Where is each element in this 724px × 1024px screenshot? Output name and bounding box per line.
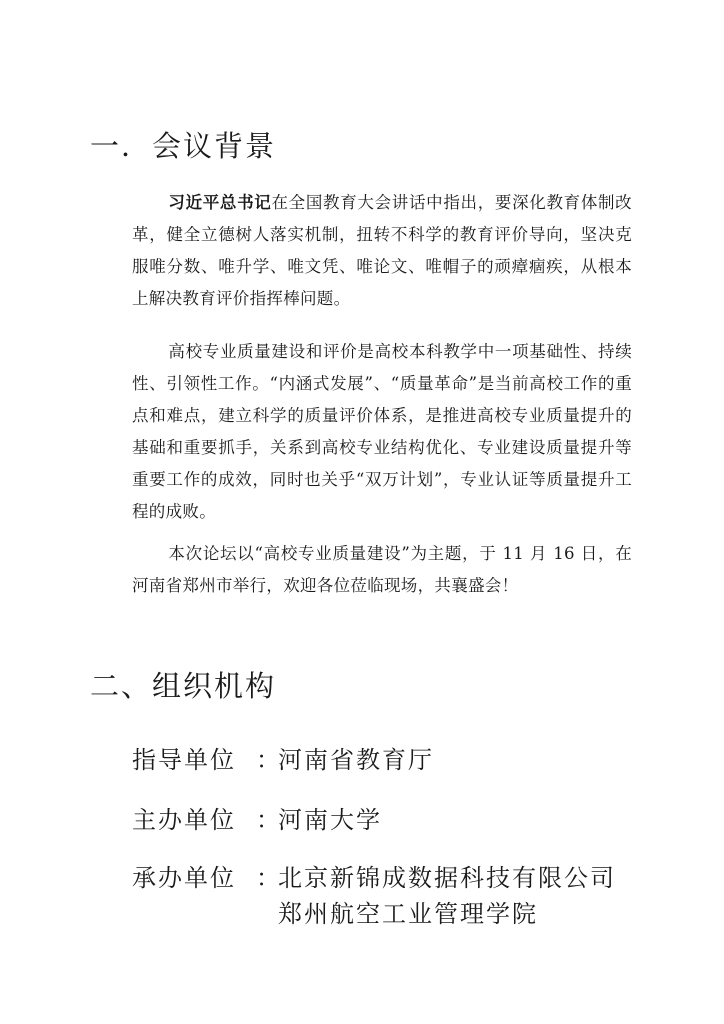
org-colon: ： xyxy=(256,806,282,834)
background-paragraph-3 xyxy=(132,538,632,602)
org-value: 郑州航空工业管理学院 xyxy=(278,900,538,928)
section-heading-organization: 二、组织机构 xyxy=(90,669,277,703)
paragraph-text: 本次论坛以“高校专业质量建设”为主题，于 11 月 16 日，在河南省郑州市举行，欢迎各位莅临现场，共襄盛会！ xyxy=(132,544,632,595)
section-heading-background: 一．会议背景 xyxy=(90,129,277,163)
org-label: 主办单位 xyxy=(132,806,236,834)
emphasis-text: 习近平总书记 xyxy=(168,193,272,212)
background-paragraph-1 xyxy=(132,187,632,315)
org-colon: ： xyxy=(256,864,282,892)
org-value: 河南省教育厅 xyxy=(278,746,434,774)
org-label: 承办单位 xyxy=(132,864,236,892)
org-row-host-unit xyxy=(132,802,382,838)
org-value: 河南大学 xyxy=(278,806,382,834)
paragraph-text: 高校专业质量建设和评价是高校本科教学中一项基础性、持续性、引领性工作。“内涵式发展”、“质量革命”是当前高校工作的重点和难点，建立科学的质量评价体系，是推进高校专业质量提升的基础和重要抓手，关系到高校专业结构优化、专业建设质量提升等重要工作的成效，同时也关乎“双万计划”，专业认证等质量提升工程的成败。 xyxy=(132,342,632,521)
org-row-guiding-unit xyxy=(132,742,434,778)
org-label: 指导单位 xyxy=(132,746,236,774)
paragraph-text: 在全国教育大会讲话中指出，要深化教育体制改革，健全立德树人落实机制，扭转不科学的教育评价导向，坚决克服唯分数、唯升学、唯文凭、唯论文、唯帽子的顽瘴痼疾，从根本上解决教育评价指挥棒问题。 xyxy=(132,193,632,308)
org-colon: ： xyxy=(256,746,282,774)
org-row-organizer-unit xyxy=(132,860,616,932)
org-value: 北京新锦成数据科技有限公司 xyxy=(278,864,616,892)
background-paragraph-2 xyxy=(132,336,632,528)
